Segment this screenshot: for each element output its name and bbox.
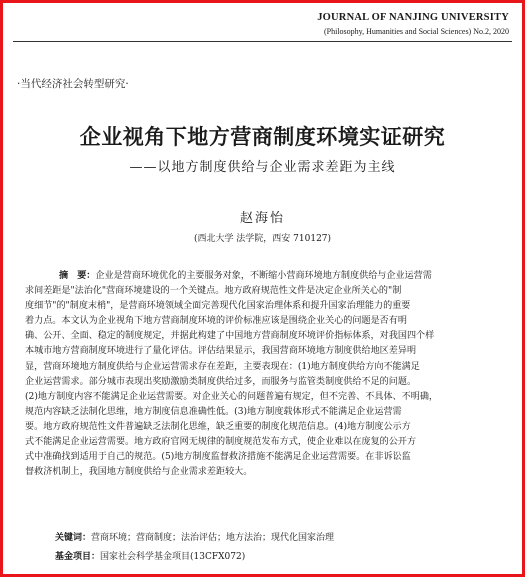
keywords [55, 530, 334, 543]
abstract [25, 269, 502, 480]
abstract-line: 规范内容缺乏法制化思维，地方制度信息准确性低。(3)地方制度载体形式不能满足企业运营需 [25, 406, 402, 417]
paper-title: 企业视角下地方营商制度环境实证研究 [79, 125, 446, 149]
paper-page [3, 3, 522, 574]
column-label: ·当代经济社会转型研究· [17, 78, 129, 90]
journal-issue: (Philosophy, Humanities and Social Sciences) No.2, 2020 [323, 27, 509, 36]
abstract-line: (2)地方制度内容不能满足企业运营需要。对企业关心的问题普遍有规定，但不完善、不具体、不明确， [25, 391, 439, 402]
abstract-line: 摘 要：企业是营商环境优化的主要服务对象，不断缩小营商环境地方制度供给与企业运营需 [59, 271, 432, 281]
abstract-line: 式中准确找到适用于自己的规范。(5)地方制度监督救济措施不能满足企业运营需要。在非诉讼监 [25, 452, 411, 463]
abstract-line: 督救济机制上，我国地方制度供给与企业需求差距较大。 [25, 467, 253, 478]
abstract-line: 要。地方政府规范性文件普遍缺乏法制化思维，缺乏重要的制度化规范信息。(4)地方制度公示方 [25, 421, 411, 432]
header-rule [13, 41, 512, 42]
abstract-line: 企业运营需求。部分城市表现出奖励激励类制度供给过多，而服务与监管类制度供给不足的问题。 [25, 376, 417, 387]
fund-label: 基金项目： [55, 552, 101, 562]
abstract-line: 求间差距是"法治化"营商环境建设的一个关键点。地方政府规范性文件是决定企业所关心的"制 [25, 286, 402, 297]
keywords-label: 关键词： [55, 533, 92, 543]
abstract-line: 确、公开、全面、稳定的制度规定，并据此构建了中国地方营商制度环境评价指标体系，对我国四个样 [25, 331, 435, 342]
author-affiliation: (西北大学 法学院，西安 710127) [193, 234, 332, 244]
abstract-line: 本城市地方营商制度环境进行了量化评估。评估结果显示，我国营商环境地方制度供给地区差异明 [25, 346, 417, 357]
keywords-text: 营商环境；营商制度；法治评估；地方法治；现代化国家治理 [91, 533, 335, 543]
paper-subtitle: ——以地方制度供给与企业需求差距为主线 [129, 160, 396, 175]
abstract-label: 摘 要： [59, 271, 96, 281]
abstract-line: 度细节"的"制度末梢"，是营商环境领域全面完善现代化国家治理体系和提升国家治理能力的重要 [25, 301, 411, 312]
abstract-line: 式不能满足企业运营需要。地方政府官网无规律的制度规范发布方式，使企业难以在庞复的公开方 [25, 437, 417, 448]
journal-name: JOURNAL OF NANJING UNIVERSITY [317, 12, 509, 23]
fund-text: 国家社会科学基金项目(13CFX072) [100, 552, 246, 562]
abstract-line: 显，营商环境地方制度供给与企业运营需求存在差距，主要表现在：(1)地方制度供给方向不能满足 [25, 361, 420, 372]
fund-project [55, 549, 245, 562]
author-name: 赵海怡 [239, 211, 285, 226]
abstract-line: 着力点。本文认为企业视角下地方营商制度环境的评价标准应该是围绕企业关心的问题是否有明 [25, 316, 407, 327]
